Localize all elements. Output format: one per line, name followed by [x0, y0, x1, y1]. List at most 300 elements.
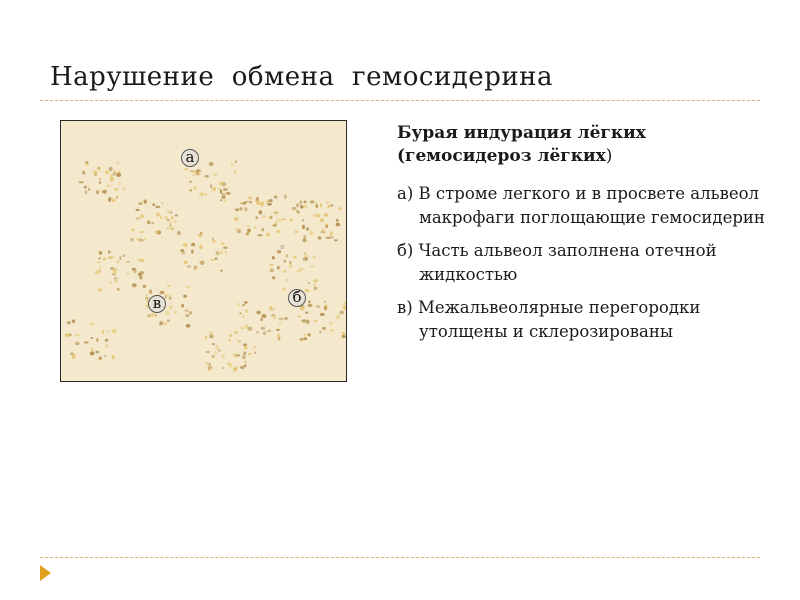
tissue-cell	[283, 260, 286, 263]
tissue-cell	[290, 219, 293, 222]
tissue-cell	[75, 342, 80, 345]
tissue-cell	[342, 306, 346, 308]
tissue-cell	[139, 271, 144, 275]
tissue-cell	[93, 171, 98, 175]
tissue-cell	[303, 239, 307, 242]
tissue-cell	[192, 174, 195, 177]
tissue-cell	[105, 344, 108, 348]
tissue-cell	[313, 279, 318, 283]
tissue-cell	[123, 254, 126, 257]
tissue-cell	[303, 206, 308, 209]
tissue-cell	[108, 199, 111, 202]
tissue-cell	[114, 277, 118, 280]
marker-a: а	[181, 149, 199, 167]
tissue-cell	[322, 229, 325, 233]
tissue-cell	[300, 306, 305, 310]
tissue-cell	[221, 243, 224, 245]
tissue-cell	[110, 256, 114, 259]
tissue-cell	[166, 219, 169, 221]
tissue-cell	[330, 204, 333, 206]
tissue-cell	[131, 229, 134, 232]
tissue-cell	[106, 185, 111, 187]
tissue-cell	[146, 294, 148, 297]
tissue-cell	[336, 223, 340, 227]
tissue-cell	[223, 188, 228, 191]
tissue-cell	[75, 334, 79, 336]
tissue-cell	[270, 269, 274, 272]
tissue-cell	[167, 320, 170, 322]
tissue-cell	[205, 336, 208, 340]
tissue-cell	[285, 279, 288, 282]
tissue-cell	[112, 268, 117, 272]
tissue-cell	[262, 314, 267, 318]
tissue-cell	[102, 190, 107, 194]
tissue-cell	[169, 221, 171, 225]
tissue-cell	[91, 337, 94, 339]
tissue-cell	[323, 213, 328, 217]
tissue-cell	[85, 161, 89, 163]
heading-close-paren: )	[605, 146, 613, 166]
tissue-cell	[235, 160, 237, 163]
tissue-cell	[256, 201, 260, 205]
tissue-cell	[177, 231, 181, 235]
tissue-cell	[300, 200, 302, 204]
tissue-cell	[243, 343, 247, 346]
tissue-cell	[73, 354, 76, 358]
tissue-cell	[231, 163, 234, 167]
tissue-cell	[205, 193, 207, 195]
tissue-cell	[167, 285, 171, 287]
tissue-cell	[319, 331, 322, 334]
tissue-cell	[112, 355, 115, 359]
tissue-cell	[299, 268, 303, 271]
tissue-cell	[320, 203, 322, 207]
tissue-cell	[343, 302, 346, 305]
tissue-cell	[126, 261, 129, 263]
tissue-cell	[116, 196, 118, 199]
tissue-cell	[279, 318, 284, 321]
tissue-cell	[104, 355, 106, 357]
tissue-cell	[221, 196, 225, 199]
tissue-cell	[165, 294, 168, 296]
tissue-cell	[254, 352, 256, 354]
tissue-cell	[155, 206, 160, 208]
tissue-cell	[243, 351, 246, 355]
heading-line-1: Бурая индурация лёгких	[397, 123, 646, 143]
tissue-cell	[334, 239, 337, 241]
tissue-cell	[183, 243, 188, 247]
tissue-cell	[112, 199, 116, 203]
tissue-cell	[305, 311, 308, 314]
tissue-cell	[270, 264, 274, 266]
tissue-cell	[302, 219, 304, 221]
tissue-cell	[313, 214, 315, 217]
tissue-cell	[325, 223, 327, 226]
tissue-cell	[229, 364, 233, 367]
tissue-cell	[98, 288, 102, 292]
tissue-cell	[306, 320, 310, 324]
tissue-cell	[169, 297, 172, 300]
tissue-cell	[232, 353, 237, 357]
tissue-cell	[279, 218, 281, 222]
tissue-cell	[260, 201, 264, 205]
tissue-cell	[313, 256, 317, 258]
tissue-cell	[160, 215, 162, 219]
tissue-cell	[116, 173, 121, 177]
tissue-cell	[273, 224, 277, 226]
tissue-cell	[272, 256, 274, 259]
tissue-cell	[301, 319, 306, 322]
tissue-cell	[259, 210, 263, 214]
tissue-cell	[175, 214, 178, 216]
tissue-cell	[151, 222, 154, 224]
tissue-cell	[310, 201, 315, 204]
tissue-cell	[98, 258, 101, 260]
tissue-cell	[90, 351, 95, 355]
image-inner-label: а	[280, 243, 285, 251]
tissue-cell	[292, 207, 297, 210]
tissue-cell	[286, 254, 289, 257]
tissue-cell	[320, 313, 325, 316]
tissue-cell	[185, 310, 189, 312]
tissue-cell	[293, 256, 297, 259]
tissue-cell	[113, 271, 118, 274]
tissue-cell	[274, 196, 278, 199]
tissue-cell	[273, 315, 276, 318]
tissue-cell	[110, 281, 112, 283]
description-block	[397, 122, 767, 353]
tissue-cell	[209, 162, 211, 166]
tissue-cell	[88, 188, 90, 190]
tissue-cell	[338, 207, 342, 210]
tissue-cell	[139, 239, 144, 242]
tissue-cell	[127, 272, 129, 275]
tissue-cell	[240, 326, 244, 329]
tissue-cell	[222, 367, 224, 369]
tissue-cell	[284, 195, 287, 199]
tissue-cell	[267, 330, 271, 332]
tissue-cell	[208, 366, 213, 369]
tissue-cell	[215, 257, 218, 260]
tissue-cell	[105, 339, 109, 342]
tissue-cell	[143, 285, 146, 288]
top-divider	[40, 100, 760, 101]
tissue-cell	[105, 170, 109, 174]
tissue-cell	[82, 171, 85, 175]
tissue-cell	[296, 270, 301, 273]
tissue-cell	[275, 212, 279, 215]
tissue-cell	[130, 238, 133, 242]
tissue-cell	[253, 345, 256, 348]
tissue-cell	[118, 183, 121, 186]
tissue-cell	[209, 331, 213, 335]
tissue-cell	[242, 304, 245, 306]
tissue-cell	[310, 231, 314, 235]
tissue-cell	[218, 188, 220, 190]
tissue-cell	[245, 324, 248, 328]
tissue-cell	[167, 227, 170, 229]
tissue-cell	[222, 355, 225, 359]
tissue-cell	[318, 236, 322, 239]
tissue-cell	[212, 355, 215, 358]
heading-line-2-text: (гемосидероз лёгких	[397, 146, 606, 166]
tissue-cell	[186, 314, 190, 317]
tissue-cell	[322, 327, 326, 330]
tissue-cell	[99, 266, 101, 269]
tissue-cell	[169, 224, 171, 227]
tissue-cell	[99, 357, 102, 360]
tissue-cell	[90, 348, 94, 352]
tissue-cell	[186, 324, 191, 328]
tissue-cell	[85, 190, 88, 194]
tissue-cell	[155, 230, 159, 234]
tissue-cell	[302, 225, 305, 229]
tissue-cell	[229, 334, 232, 337]
tissue-cell	[110, 174, 113, 178]
tissue-cell	[329, 329, 333, 332]
tissue-cell	[268, 216, 271, 219]
tissue-cell	[117, 288, 120, 291]
tissue-cell	[225, 251, 228, 253]
tissue-cell	[298, 316, 302, 318]
tissue-cell	[324, 306, 327, 310]
tissue-cell	[224, 199, 226, 202]
tissue-cell	[193, 186, 196, 190]
tissue-cell	[238, 303, 240, 307]
list-item-v: в) Межальвеолярные перегородки утолщены и склерозированы	[397, 298, 701, 341]
tissue-cell	[183, 295, 187, 298]
tissue-cell	[171, 216, 174, 219]
tissue-cell	[184, 261, 188, 265]
tissue-cell	[326, 201, 330, 203]
heading-line-2	[397, 145, 767, 168]
tissue-cell	[156, 212, 160, 216]
tissue-cell	[167, 210, 170, 213]
tissue-cell	[329, 231, 333, 235]
tissue-cell	[282, 288, 285, 292]
tissue-cell	[96, 190, 99, 194]
tissue-cell	[99, 181, 101, 184]
tissue-cell	[149, 290, 151, 293]
tissue-cell	[84, 186, 87, 189]
tissue-cell	[283, 270, 286, 273]
tissue-cell	[296, 204, 299, 208]
tissue-cell	[342, 335, 346, 338]
tissue-cell	[140, 214, 144, 218]
tissue-cell	[248, 353, 252, 355]
tissue-cell	[289, 261, 291, 265]
tissue-cell	[174, 311, 178, 313]
tissue-cell	[244, 301, 248, 304]
tissue-cell	[306, 227, 310, 231]
tissue-cell	[103, 258, 107, 261]
tissue-cell	[329, 236, 334, 238]
tissue-cell	[144, 238, 147, 241]
tissue-cell	[303, 257, 308, 261]
tissue-cell	[277, 334, 280, 338]
tissue-cell	[99, 178, 101, 180]
tissue-cell	[219, 182, 224, 185]
tissue-cell	[114, 280, 118, 282]
tissue-cell	[191, 250, 193, 254]
tissue-cell	[159, 323, 163, 325]
tissue-cell	[244, 361, 246, 363]
tissue-cell	[320, 218, 324, 222]
tissue-cell	[169, 305, 173, 309]
tissue-cell	[187, 265, 192, 267]
tissue-cell	[247, 231, 249, 234]
tissue-cell	[261, 327, 266, 330]
tissue-cell	[212, 240, 216, 243]
tissue-cell	[327, 205, 330, 208]
tissue-cell	[229, 338, 231, 342]
tissue-cell	[190, 189, 193, 191]
tissue-cell	[324, 301, 326, 303]
tissue-cell	[276, 329, 280, 331]
tissue-cell	[261, 228, 264, 231]
tissue-cell	[193, 171, 197, 174]
tissue-cell	[191, 243, 195, 247]
tissue-cell	[184, 168, 188, 170]
tissue-cell	[147, 220, 150, 224]
tissue-cell	[256, 331, 259, 333]
tissue-cell	[96, 338, 98, 342]
tissue-cell	[189, 181, 192, 183]
tissue-cell	[314, 287, 318, 290]
tissue-cell	[95, 271, 100, 275]
marker-b: б	[288, 289, 306, 307]
tissue-cell	[147, 314, 150, 317]
tissue-cell	[336, 219, 338, 222]
tissue-cell	[170, 212, 172, 214]
tissue-cell	[165, 216, 168, 218]
tissue-cell	[210, 184, 212, 188]
tissue-cell	[279, 322, 282, 326]
tissue-cell	[237, 230, 241, 234]
tissue-cell	[100, 190, 103, 193]
tissue-cell	[308, 300, 311, 303]
tissue-cell	[316, 214, 321, 217]
tissue-cell	[123, 187, 126, 190]
tissue-cell	[70, 353, 74, 355]
tissue-cell	[107, 330, 110, 333]
tissue-cell	[67, 321, 71, 324]
tissue-cell	[248, 196, 252, 199]
tissue-cell	[249, 201, 251, 204]
tissue-cell	[220, 270, 223, 272]
tissue-cell	[316, 204, 319, 208]
tissue-cell	[244, 207, 248, 211]
tissue-cell	[244, 346, 247, 349]
tissue-cell	[199, 245, 203, 249]
tissue-cell	[239, 312, 241, 314]
tissue-cell	[96, 167, 101, 171]
tissue-cell	[65, 333, 70, 337]
tissue-cell	[187, 286, 191, 289]
tissue-cell	[204, 175, 209, 177]
tissue-cell	[304, 334, 307, 337]
tissue-cell	[165, 296, 167, 299]
tissue-cell	[342, 332, 345, 335]
tissue-cell	[198, 233, 202, 237]
tissue-cell	[220, 189, 222, 193]
triangle-right-icon	[40, 565, 51, 581]
tissue-cell	[171, 227, 175, 230]
tissue-cell	[307, 333, 311, 336]
tissue-cell	[109, 167, 113, 171]
tissue-cell	[242, 355, 246, 359]
tissue-cell	[239, 207, 242, 210]
tissue-cell	[174, 220, 177, 223]
tissue-cell	[253, 226, 256, 229]
tissue-cell	[305, 289, 310, 292]
marker-v: в	[148, 295, 166, 313]
tissue-cell	[313, 320, 317, 322]
tissue-cell	[284, 317, 288, 320]
tissue-cell	[314, 283, 316, 287]
tissue-cell	[235, 209, 239, 211]
tissue-cell	[256, 311, 260, 315]
tissue-cell	[138, 202, 142, 205]
tissue-cell	[304, 337, 308, 340]
tissue-cell	[268, 199, 272, 202]
tissue-cell	[234, 217, 238, 221]
bottom-divider	[40, 557, 760, 558]
tissue-cell	[218, 252, 222, 254]
tissue-cell	[84, 341, 89, 343]
tissue-cell	[261, 318, 263, 322]
tissue-cell	[99, 251, 102, 255]
tissue-cell	[266, 200, 268, 203]
tissue-cell	[79, 181, 84, 183]
tissue-cell	[245, 309, 248, 313]
tissue-cell	[329, 322, 333, 325]
tissue-cell	[151, 313, 155, 317]
tissue-cell	[112, 329, 117, 333]
tissue-cell	[136, 209, 140, 211]
tissue-cell	[215, 351, 217, 355]
list-item-b: б) Часть альвеол заполнена отечной жидкостью	[397, 241, 717, 284]
tissue-cell	[223, 247, 228, 249]
tissue-cell	[294, 231, 298, 233]
tissue-cell	[155, 314, 157, 317]
tissue-cell	[209, 363, 211, 366]
tissue-cell	[97, 261, 101, 263]
tissue-cell	[206, 351, 211, 353]
tissue-cell	[114, 188, 118, 191]
tissue-cell	[137, 259, 142, 261]
tissue-cell	[140, 231, 144, 233]
slide-title: Нарушение обмена гемосидерина	[50, 62, 553, 92]
tissue-cell	[102, 330, 104, 334]
tissue-cell	[199, 192, 204, 196]
tissue-cell	[289, 265, 292, 268]
tissue-cell	[255, 217, 258, 219]
tissue-cell	[72, 319, 75, 323]
tissue-cell	[189, 311, 192, 315]
tissue-cell	[136, 217, 140, 219]
tissue-cell	[336, 315, 341, 319]
tissue-cell	[262, 215, 266, 218]
tissue-cell	[308, 304, 313, 307]
histology-image	[61, 121, 346, 381]
tissue-cell	[212, 343, 215, 345]
tissue-cell	[163, 322, 168, 325]
tissue-cell	[240, 366, 245, 369]
description-heading	[397, 122, 767, 168]
tissue-cell	[108, 250, 110, 254]
tissue-cell	[281, 218, 286, 220]
